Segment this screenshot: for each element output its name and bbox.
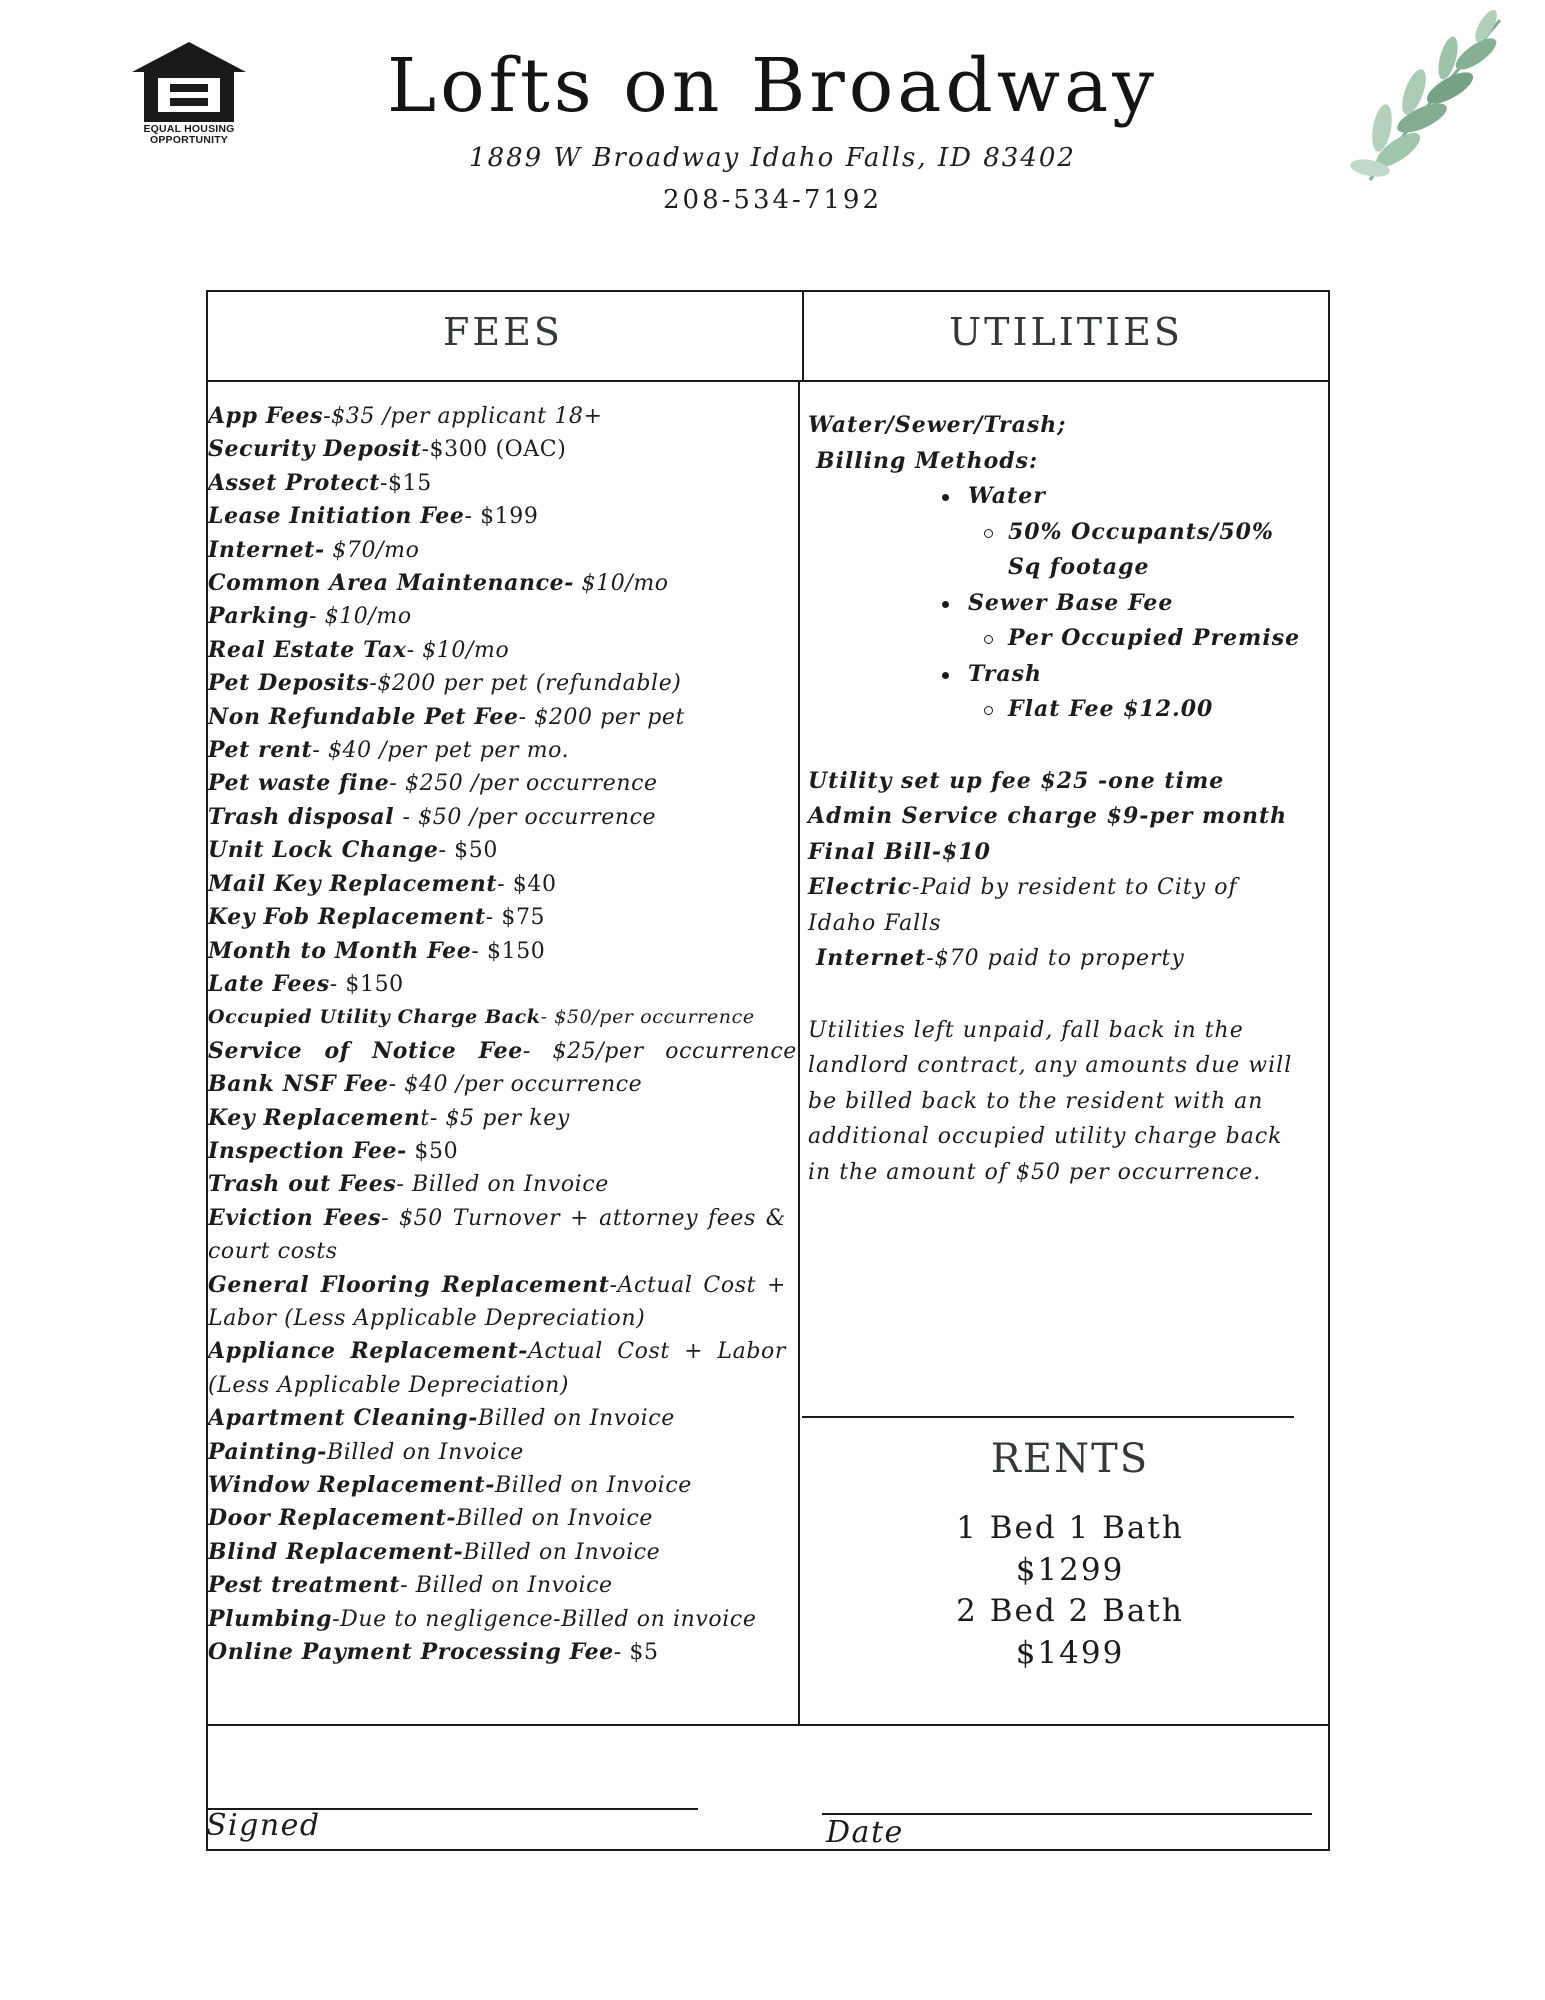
unpaid-utilities-note: Utilities left unpaid, fall back in the landlord contract, any amounts due will be billed back to the resident with an additional occupied utility charge back in the amount of $50 per occurrence. xyxy=(808,1017,1293,1185)
fee-item: Real Estate Tax- $10/mo xyxy=(208,636,510,663)
utility-item-sewer: Sewer Base Fee xyxy=(808,586,1308,622)
fee-item: Key Fob Replacement- $75 xyxy=(208,904,546,931)
electric-line: Electric-Paid by resident to City of Idaho Falls xyxy=(808,874,1238,936)
fee-item: Lease Initiation Fee- $199 xyxy=(208,503,539,530)
fee-item: Eviction Fees- $50 Turnover + attorney fees & court costs xyxy=(208,1204,786,1265)
leaf-branch-icon xyxy=(1310,0,1510,200)
fee-item: Inspection Fee- $50 xyxy=(208,1137,459,1164)
fee-item: Pet waste fine- $250 /per occurrence xyxy=(208,770,658,797)
rents-divider xyxy=(802,1416,1294,1418)
admin-service-charge: Admin Service charge $9-per month xyxy=(808,803,1288,829)
rents-heading: RENTS xyxy=(990,1436,1150,1482)
rent-unit-2: 2 Bed 2 Bath xyxy=(956,1593,1184,1629)
fee-item: Mail Key Replacement- $40 xyxy=(208,870,557,897)
utility-setup-fee: Utility set up fee $25 -one time xyxy=(808,767,1225,794)
utility-detail-water: 50% Occupants/50% Sq footage xyxy=(808,515,1308,586)
fee-item: Appliance Replacement-Actual Cost + Labor (Less Applicable Depreciation) xyxy=(208,1338,786,1398)
rents-list xyxy=(800,1508,1340,1674)
fee-item: Internet- $70/mo xyxy=(208,536,420,563)
fee-item: Service of Notice Fee- $25/per occurrence xyxy=(208,1037,797,1064)
date-label: Date xyxy=(826,1815,904,1850)
fee-item: Apartment Cleaning-Billed on Invoice xyxy=(208,1405,675,1432)
fee-item: Key Replacement- $5 per key xyxy=(208,1104,570,1131)
fee-item: Plumbing-Due to negligence-Billed on invoice xyxy=(208,1605,757,1632)
fee-item: Common Area Maintenance- $10/mo xyxy=(208,570,669,597)
table-border-top xyxy=(206,290,1330,292)
table-border-bottom xyxy=(206,1849,1330,1851)
equal-housing-caption: EQUAL HOUSING OPPORTUNITY xyxy=(143,123,235,146)
billing-methods-label: Billing Methods: xyxy=(816,447,1039,474)
utility-detail-sewer: Per Occupied Premise xyxy=(808,621,1308,657)
internet-line: Internet-$70 paid to property xyxy=(816,945,1185,971)
equal-housing-logo xyxy=(128,38,250,162)
fee-item: Painting-Billed on Invoice xyxy=(208,1438,524,1465)
utilities-section xyxy=(808,408,1308,1190)
utilities-heading: UTILITIES xyxy=(949,310,1183,354)
fee-item: Trash out Fees- Billed on Invoice xyxy=(208,1171,609,1198)
content-bottom-divider xyxy=(206,1724,1330,1726)
fee-item: Pet rent- $40 /per pet per mo. xyxy=(208,737,570,764)
property-phone: 208-534-7192 xyxy=(663,185,882,215)
rent-price-1: $1299 xyxy=(1015,1551,1125,1588)
billing-methods-list xyxy=(808,479,1308,728)
fee-item: General Flooring Replacement-Actual Cost + Labor (Less Applicable Depreciation) xyxy=(208,1271,786,1331)
fee-item: Unit Lock Change- $50 xyxy=(208,837,498,864)
utilities-heading-text: Water/Sewer/Trash; xyxy=(808,412,1067,438)
fee-item: Non Refundable Pet Fee- $200 per pet xyxy=(208,703,685,730)
property-title: Lofts on Broadway xyxy=(386,43,1159,129)
equal-housing-house-icon xyxy=(128,38,250,128)
fee-item: Door Replacement-Billed on Invoice xyxy=(208,1505,653,1532)
fee-item: Window Replacement-Billed on Invoice xyxy=(208,1472,692,1498)
fee-item: Trash disposal - $50 /per occurrence xyxy=(208,803,657,830)
header-divider xyxy=(206,380,1330,382)
fee-item: Occupied Utility Charge Back- $50/per occurrence xyxy=(208,1006,755,1029)
fee-item: Pet Deposits-$200 per pet (refundable) xyxy=(208,670,682,697)
fee-item: Pest treatment- Billed on Invoice xyxy=(208,1572,613,1599)
fee-item: Month to Month Fee- $150 xyxy=(208,937,546,964)
fee-item: Asset Protect-$15 xyxy=(208,469,432,496)
fee-item: Late Fees- $150 xyxy=(208,970,404,997)
fee-item: App Fees-$35 /per applicant 18+ xyxy=(208,403,603,429)
fee-item: Blind Replacement-Billed on Invoice xyxy=(208,1538,661,1565)
fees-heading: FEES xyxy=(443,310,563,354)
utility-item-trash: Trash xyxy=(808,657,1308,693)
rent-price-2: $1499 xyxy=(1015,1634,1125,1671)
fee-item: Online Payment Processing Fee- $5 xyxy=(208,1639,659,1666)
fee-item: Security Deposit-$300 (OAC) xyxy=(208,436,567,463)
fee-item: Bank NSF Fee- $40 /per occurrence xyxy=(208,1071,643,1098)
fee-item: Parking- $10/mo xyxy=(208,603,412,630)
rent-unit-1: 1 Bed 1 Bath xyxy=(956,1510,1184,1546)
property-address: 1889 W Broadway Idaho Falls, ID 83402 xyxy=(469,143,1076,173)
signed-label: Signed xyxy=(206,1808,321,1843)
final-bill: Final Bill-$10 xyxy=(808,838,991,865)
utility-detail-trash: Flat Fee $12.00 xyxy=(808,692,1308,728)
utility-item-water: Water xyxy=(808,479,1308,515)
fees-list xyxy=(208,400,797,1669)
